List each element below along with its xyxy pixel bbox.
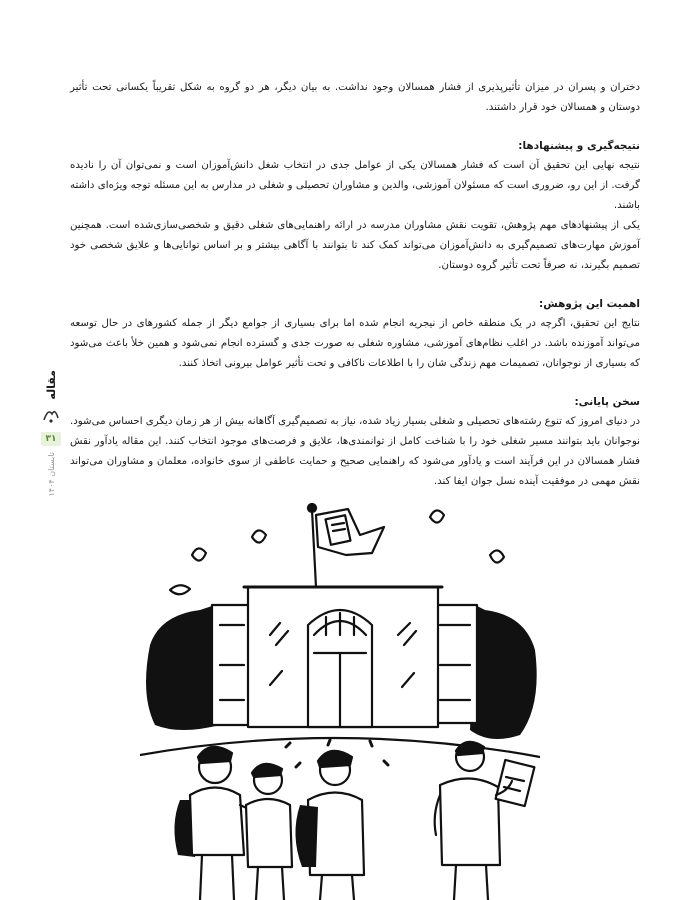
teacher-figure: [435, 742, 535, 900]
sparkle-icon: [192, 548, 206, 560]
student-figure-3: [295, 751, 364, 900]
section-heading-final: سخن پایانی:: [574, 396, 640, 408]
conclusion-paragraph-1: نتیجه نهایی این تحقیق آن است که فشار همسالان یکی از عوامل جدی در انتخاب شغل دانش‌آموزان است و نمی‌توان آن را نادیده گرفت. از این رو، ضروری است که مسئولان آموزشی، والدین و مشاوران تحصیلی و شغلی در مدارس به این مسئله توجه ویژه‌ای داشته باشند.: [70, 160, 640, 211]
final-paragraph: در دنیای امروز که تنوع رشته‌های تحصیلی و شغلی بسیار زیاد شده، نیاز به تصمیم‌گیری آگاهانه بیش از هر زمان دیگری احساس می‌شود. نوجوانان باید بتوانند مسیر شغلی خود را با شناخت کامل از توانمندی‌ها، علایق و فرصت‌های موجود انتخاب کنند. این مقاله یادآور نقش فشار همسالان در این فرآیند است و یادآور می‌شود که راهنمایی صحیح و حمایت عاطفی از سوی خانواده، معلمان و مشاوران می‌تواند نقش مهمی در موفقیت آینده نسل جوان ایفا کند.: [70, 416, 640, 487]
article-body: [70, 78, 640, 492]
magazine-logo-icon: [40, 404, 62, 426]
ground-shape-right: [470, 605, 537, 739]
intro-paragraph: دختران و پسران در میزان تأثیرپذیری از فشار همسالان وجود نداشت. به بیان دیگر، هر دو گروه به شکل تقریباً یکسانی تحت تأثیر دوستان و همسالان خود قرار داشتند.: [70, 82, 640, 113]
importance-paragraph: نتایج این تحقیق، اگرچه در یک منطقه خاص از نیجریه انجام شده اما برای بسیاری از جوامع دیگر از جمله کشورهای در حال توسعه می‌تواند آموزنده باشد. در اغلب نظام‌های آموزشی، مشاوره شغلی به صورت جدی و گسترده انجام نمی‌شود و همین خلأ باعث می‌شود که بسیاری از نوجوانان، تصمیمات مهم زندگی شان را با اطلاعات ناکافی و تحت تأثیر عوامل بیرونی اتخاذ کنند.: [70, 318, 640, 369]
side-rail: [36, 370, 66, 496]
section-label: مقاله: [44, 370, 58, 400]
conclusion-paragraph-2: یکی از پیشنهادهای مهم پژوهش، تقویت نقش مشاوران مدرسه در ارائه راهنمایی‌های شغلی دقیق و شخصی‌سازی‌شده است. همچنین آموزش مهارت‌های تصمیم‌گیری به دانش‌آموزان می‌تواند کمک کند تا بتوانند با آگاهی بیشتر و بر اساس توانایی‌ها و علایق شخصی خود تصمیم بگیرند، نه صرفاً تحت تأثیر گروه دوستان.: [70, 220, 640, 271]
clipboard-icon: [496, 760, 535, 806]
student-figure-2: [246, 764, 292, 900]
section-heading-conclusion: نتیجه‌گیری و پیشنهادها:: [518, 140, 640, 152]
school-illustration: [140, 495, 540, 900]
issue-label: تابستان ۱۴۰۴: [46, 451, 56, 497]
page-number: ۳۱: [41, 432, 61, 446]
section-heading-importance: اهمیت این پژوهش:: [539, 298, 640, 310]
flag-icon: [316, 509, 384, 555]
ground-shape-left: [146, 605, 220, 730]
